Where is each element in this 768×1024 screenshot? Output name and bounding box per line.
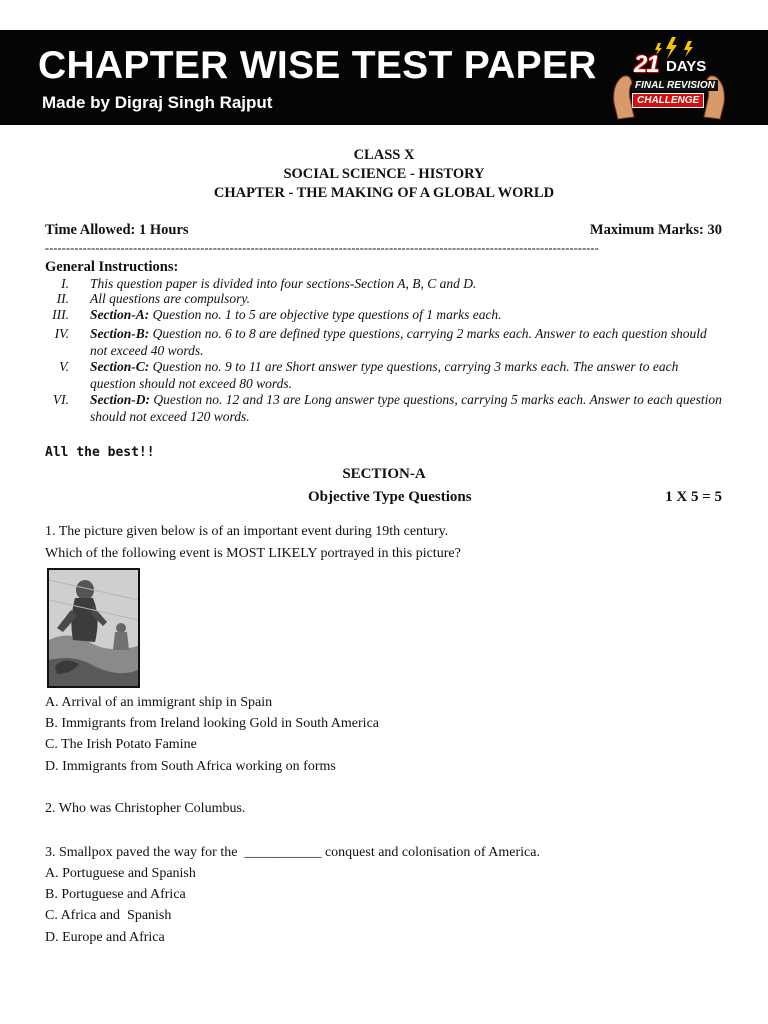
instruction-text: Question no. 1 to 5 are objective type questions of 1 marks each. — [149, 307, 502, 322]
section-a-subtitle: Objective Type Questions — [308, 489, 472, 505]
divider-line: ------------------------------------------------------------------------------------------------------------------------------------ — [45, 241, 599, 255]
instruction-text: Question no. 6 to 8 are defined type questions, carrying 2 marks each. Answer to each question should not exceed 40 words. — [90, 326, 707, 358]
instruction-number: II. — [56, 291, 69, 306]
historical-engraving-image — [47, 568, 140, 688]
question-1-option: B. Immigrants from Ireland looking Gold in South America — [45, 716, 380, 731]
instruction-label: Section-D: — [90, 392, 150, 407]
flexing-arms-icon — [608, 33, 730, 123]
subject-heading: SOCIAL SCIENCE - HISTORY — [283, 166, 485, 182]
chapter-heading: CHAPTER - THE MAKING OF A GLOBAL WORLD — [213, 185, 555, 201]
instruction-label: Section-C: — [90, 359, 150, 374]
question-2: 2. Who was Christopher Columbus. — [45, 801, 246, 816]
instruction-number: V. — [59, 359, 69, 374]
logo-days: DAYS — [666, 58, 707, 75]
section-a-title: SECTION-A — [342, 466, 426, 482]
question-1-line1: 1. The picture given below is of an important event during 19th century. — [45, 524, 449, 539]
question-1-option: C. The Irish Potato Famine — [45, 737, 197, 752]
question-3-option: B. Portuguese and Africa — [45, 887, 186, 902]
instruction-number: VI. — [52, 392, 69, 407]
question-1-option: D. Immigrants from South Africa working on forms — [45, 759, 336, 774]
instruction-number: IV. — [54, 326, 69, 341]
instruction-text: Question no. 9 to 11 are Short answer type questions, carrying 3 marks each. The answer to each question should not exceed 80 words. — [90, 359, 679, 391]
time-allowed: Time Allowed: 1 Hours — [45, 222, 189, 238]
logo-number: 21 — [634, 51, 659, 78]
instruction-text: Question no. 12 and 13 are Long answer type questions, carrying 5 marks each. Answer to each question should not exceed 120 words. — [90, 392, 722, 424]
logo-line1: FINAL REVISION — [632, 80, 718, 91]
instruction-text: All questions are compulsory. — [90, 291, 250, 306]
all-the-best-note: All the best!! — [45, 445, 155, 460]
instruction-text: This question paper is divided into four sections-Section A, B, C and D. — [90, 276, 477, 291]
question-3-option: A. Portuguese and Spanish — [45, 866, 196, 881]
challenge-logo — [608, 33, 730, 123]
paper-title: CHAPTER WISE TEST PAPER — [38, 44, 597, 87]
time-marks-row — [45, 222, 722, 239]
question-1-option: A. Arrival of an immigrant ship in Spain — [45, 695, 273, 710]
author-credit: Made by Digraj Singh Rajput — [42, 93, 273, 112]
instruction-number: III. — [52, 307, 69, 322]
maximum-marks: Maximum Marks: 30 — [589, 222, 722, 238]
instructions-title: General Instructions: — [45, 259, 179, 275]
famine-illustration-icon — [49, 570, 138, 686]
class-heading: CLASS X — [353, 147, 415, 163]
section-a-marks: 1 X 5 = 5 — [665, 489, 722, 505]
instruction-label: Section-B: — [90, 326, 150, 341]
question-1-line2: Which of the following event is MOST LIKELY portrayed in this picture? — [45, 546, 461, 561]
logo-line2: CHALLENGE — [632, 93, 704, 108]
question-3: 3. Smallpox paved the way for the ___________ conquest and colonisation of America. — [45, 845, 540, 860]
instruction-number: I. — [61, 276, 69, 291]
instruction-label: Section-A: — [90, 307, 150, 322]
question-3-option: C. Africa and Spanish — [45, 908, 172, 923]
question-3-option: D. Europe and Africa — [45, 930, 165, 945]
